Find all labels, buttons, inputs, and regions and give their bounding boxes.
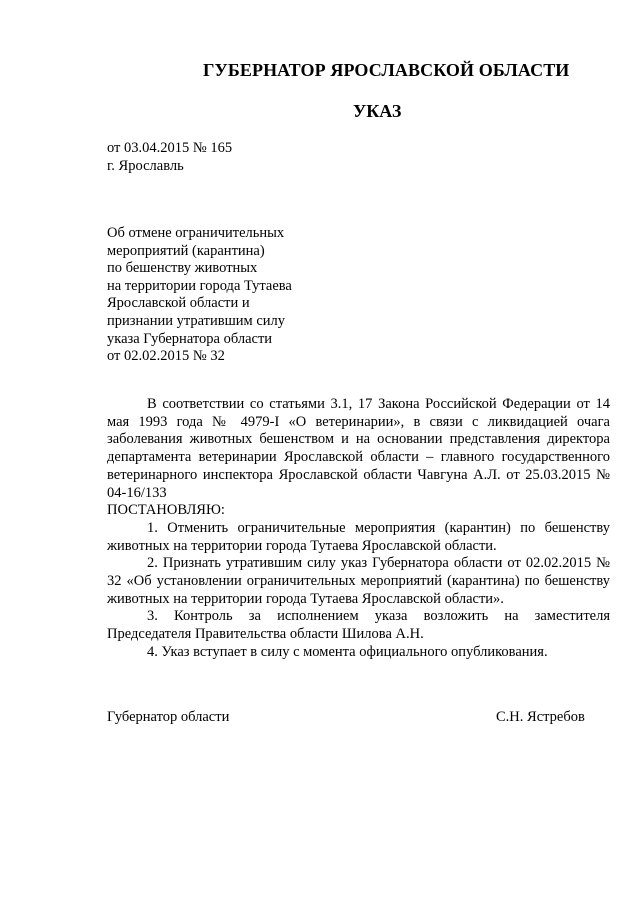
- subject-line: от 02.02.2015 № 32: [107, 348, 225, 365]
- resolution-item-2: 2. Признать утратившим силу указ Губернатора области от 02.02.2015 № 32 «Об установлении ограничительных мероприятий (карантина) по бешенству животных на территории города Тутаева Ярославской области».: [107, 555, 610, 607]
- signatory-position: Губернатор области: [107, 709, 230, 725]
- subject-line: признании утратившим силу: [107, 312, 286, 329]
- subject-line: Ярославской области и: [107, 295, 250, 312]
- resolve-word: ПОСТАНОВЛЯЮ:: [107, 502, 225, 519]
- document-city: г. Ярославль: [107, 158, 184, 174]
- document-subject: [107, 225, 292, 366]
- resolution-item-3: 3. Контроль за исполнением указа возложить на заместителя Председателя Правительства области Шилова А.Н.: [107, 608, 610, 643]
- subject-line: мероприятий (карантина): [107, 242, 265, 259]
- document-authority-heading: ГУБЕРНАТОР ЯРОСЛАВСКОЙ ОБЛАСТИ: [203, 60, 570, 80]
- signatory-name: С.Н. Ястребов: [496, 709, 585, 725]
- document-type-heading: УКАЗ: [353, 101, 402, 121]
- subject-line: Об отмене ограничительных: [107, 225, 285, 241]
- subject-line: на территории города Тутаева: [107, 277, 292, 294]
- subject-line: по бешенству животных: [107, 260, 258, 277]
- document-body: [107, 396, 610, 662]
- document-date-number: от 03.04.2015 № 165: [107, 140, 233, 156]
- preamble-paragraph: В соответствии со статьями 3.1, 17 Закона Российской Федерации от 14 мая 1993 года № 4979-I «О ветеринарии», в связи с ликвидацией очага заболевания животных бешенством и на основании представления директора департамента ветеринарии Ярославской области – главного государственного ветеринарного инспектора Ярославской области Чавгуна А.Л. от 25.03.2015 № 04-16/133: [107, 396, 610, 501]
- resolution-item-4: 4. Указ вступает в силу с момента официального опубликования.: [147, 643, 548, 660]
- subject-line: указа Губернатора области: [107, 330, 273, 347]
- resolution-item-1: 1. Отменить ограничительные мероприятия (карантин) по бешенству животных на территории города Тутаева Ярославской области.: [107, 519, 610, 554]
